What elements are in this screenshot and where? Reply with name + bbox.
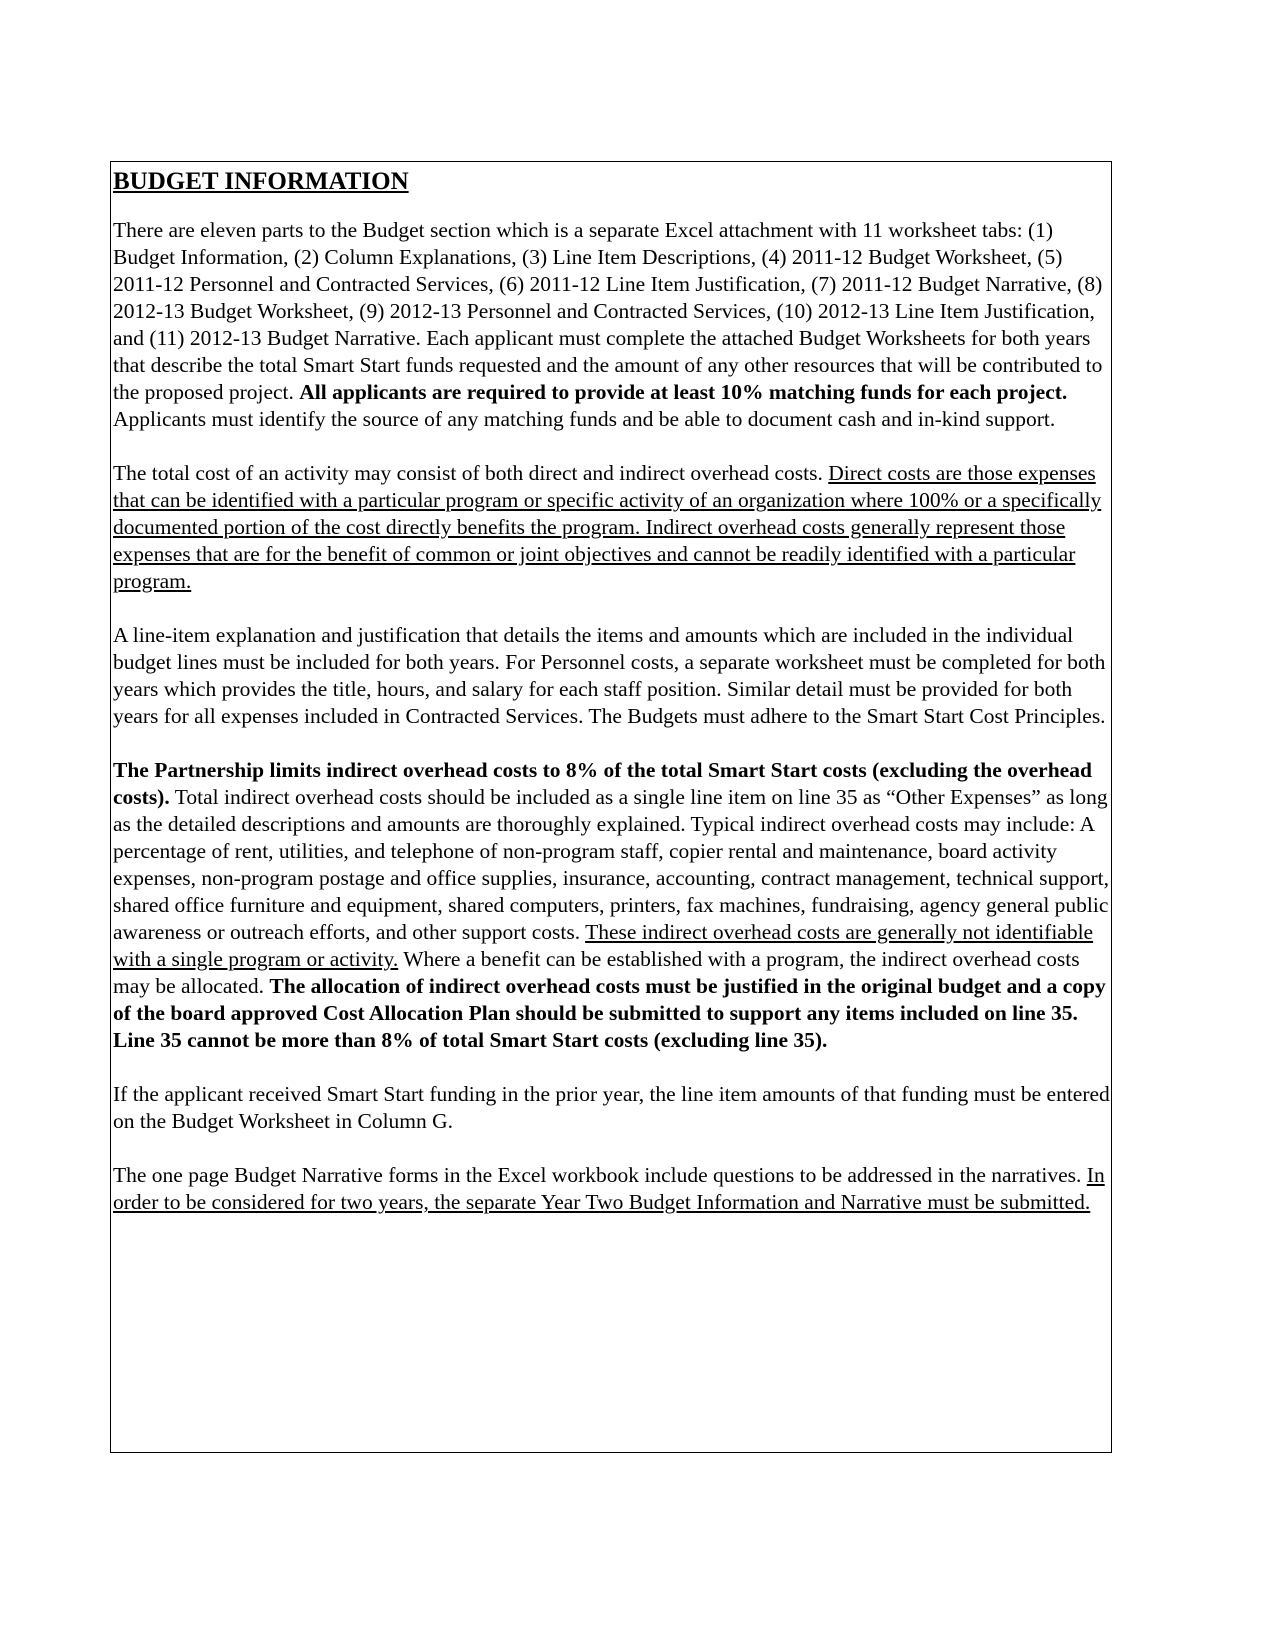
section-heading: BUDGET INFORMATION bbox=[113, 168, 409, 195]
box-content bbox=[111, 162, 1111, 1216]
paragraph-overview bbox=[113, 217, 1111, 433]
paragraph-direct-indirect-costs bbox=[113, 460, 1111, 595]
text-segment: There are eleven parts to the Budget section which is a separate Excel attachment with 11 worksheet tabs: (1) Budget Information, (2) Column Explanations, (3) Line Item Descriptions, (4) 2011-12 Budget Worksheet, (5) 2011-12 Personnel and Contracted Services, (6) 2011-12 Line Item Justification, (7) 2011-12 Budget Narrative, (8) 2012-13 Budget Worksheet, (9) 2012-13 Personnel and Contracted Services, (10) 2012-13 Line Item Justification, and (11) 2012-13 Budget Narrative. Each applicant must complete the attached Budget Worksheets for both years that describe the total Smart Start funds requested and the amount of any other resources that will be contributed to the proposed project. bbox=[113, 218, 1103, 404]
text-segment-bold: The Partnership limits indirect overhead costs to 8% of the total Smart Start costs (excluding the overhead costs). bbox=[113, 758, 1092, 809]
text-segment: Where a benefit can be established with a program, the indirect overhead costs may be allocated. bbox=[113, 947, 1080, 998]
paragraph-line-item-justification bbox=[113, 622, 1111, 730]
text-segment-underlined: Direct costs are those expenses that can be identified with a particular program or specific activity of an organization where 100% or a specifically documented portion of the cost directly benefits the program. Indirect overhead costs generally represent those expenses that are for the benefit of common or joint objectives and cannot be readily identified with a particular program. bbox=[113, 461, 1102, 593]
text-segment-underlined: In order to be considered for two years, the separate Year Two Budget Information and Narrative must be submitted. bbox=[113, 1163, 1105, 1214]
paragraph-budget-narrative bbox=[113, 1162, 1111, 1216]
budget-information-box bbox=[110, 161, 1112, 1453]
text-segment-bold: All applicants are required to provide at least 10% matching funds for each project. bbox=[299, 380, 1068, 404]
text-segment: The total cost of an activity may consist of both direct and indirect overhead costs. bbox=[113, 461, 829, 485]
text-segment: Applicants must identify the source of any matching funds and be able to document cash and in-kind support. bbox=[113, 407, 1056, 431]
text-segment: If the applicant received Smart Start funding in the prior year, the line item amounts of that funding must be entered on the Budget Worksheet in Column G. bbox=[113, 1082, 1110, 1133]
paragraph-overhead-limits bbox=[113, 757, 1111, 1054]
paragraph-prior-year-funding bbox=[113, 1081, 1111, 1135]
text-segment: A line-item explanation and justification that details the items and amounts which are included in the individual budget lines must be included for both years. For Personnel costs, a separate worksheet must be completed for both years which provides the title, hours, and salary for each staff position. Similar detail must be provided for both years for all expenses included in Contracted Services. The Budgets must adhere to the Smart Start Cost Principles. bbox=[113, 623, 1106, 728]
text-segment: Total indirect overhead costs should be included as a single line item on line 35 as “Other Expenses” as long as the detailed descriptions and amounts are thoroughly explained. Typical indirect overhead costs may include: A percentage of rent, utilities, and telephone of non-program staff, copier rental and maintenance, board activity expenses, non-program postage and office supplies, insurance, accounting, contract management, technical support, shared office furniture and equipment, shared computers, printers, fax machines, fundraising, agency general public awareness or outreach efforts, and other support costs. bbox=[113, 785, 1110, 944]
text-segment-underlined: These indirect overhead costs are generally not identifiable with a single program or activity. bbox=[113, 920, 1094, 971]
text-segment-bold: The allocation of indirect overhead costs must be justified in the original budget and a copy of the board approved Cost Allocation Plan should be submitted to support any items included on line 35. Line 35 cannot be more than 8% of total Smart Start costs (excluding line 35). bbox=[113, 974, 1106, 1052]
text-segment: The one page Budget Narrative forms in the Excel workbook include questions to be addressed in the narratives. bbox=[113, 1163, 1087, 1187]
